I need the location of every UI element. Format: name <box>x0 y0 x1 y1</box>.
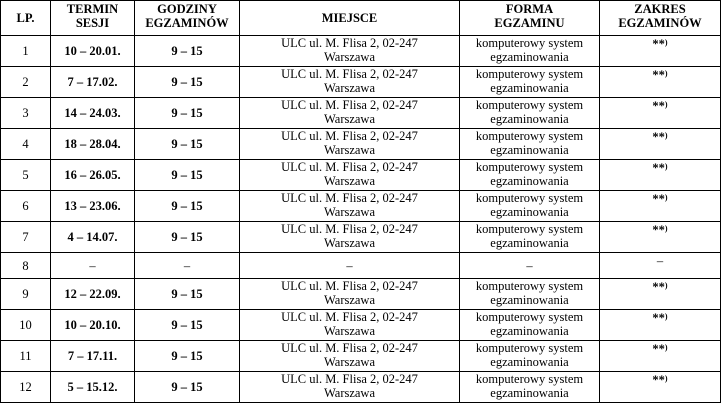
cell-forma-line: komputerowy system <box>475 160 584 174</box>
cell-zakres-mark: ** <box>652 37 665 51</box>
cell-zakres <box>600 129 721 160</box>
cell-forma-line: egzaminowania <box>490 236 569 250</box>
cell-miejsce <box>240 253 460 279</box>
table-body <box>1 36 721 403</box>
cell-lp: 3 <box>1 98 51 129</box>
cell-termin: 10 – 20.10. <box>51 310 135 341</box>
cell-lp: 10 <box>1 310 51 341</box>
cell-miejsce <box>240 98 460 129</box>
cell-forma-line: komputerowy system <box>475 36 584 50</box>
cell-miejsce <box>240 341 460 372</box>
cell-miejsce-line: ULC ul. M. Flisa 2, 02-247 <box>281 160 418 174</box>
cell-godziny: 9 – 15 <box>135 279 240 310</box>
cell-lp: 11 <box>1 341 51 372</box>
cell-lp: 12 <box>1 372 51 403</box>
cell-miejsce-line: ULC ul. M. Flisa 2, 02-247 <box>281 129 418 143</box>
cell-forma-line: egzaminowania <box>490 324 569 338</box>
header-zakres-line: ZAKRES <box>634 2 686 16</box>
cell-lp: 9 <box>1 279 51 310</box>
table-row <box>1 67 721 98</box>
cell-forma <box>460 253 600 279</box>
cell-lp: 8 <box>1 253 51 279</box>
cell-miejsce <box>240 67 460 98</box>
cell-godziny: 9 – 15 <box>135 191 240 222</box>
cell-forma-line: komputerowy system <box>475 222 584 236</box>
cell-forma <box>460 222 600 253</box>
table-row <box>1 253 721 279</box>
cell-forma-line: egzaminowania <box>490 81 569 95</box>
cell-zakres-mark: ** <box>652 280 665 294</box>
cell-miejsce-line: Warszawa <box>323 112 376 126</box>
table-row <box>1 129 721 160</box>
cell-forma-line: komputerowy system <box>475 67 584 81</box>
cell-termin: 14 – 24.03. <box>51 98 135 129</box>
table-row <box>1 341 721 372</box>
cell-forma <box>460 160 600 191</box>
cell-godziny: 9 – 15 <box>135 129 240 160</box>
cell-zakres-mark: – <box>656 254 664 268</box>
header-miejsce: MIEJSCE <box>240 1 460 36</box>
cell-miejsce-line: Warszawa <box>323 355 376 369</box>
header-zakres-line: EGZAMINÓW <box>618 16 702 30</box>
table-row <box>1 279 721 310</box>
cell-zakres <box>600 341 721 372</box>
cell-miejsce-line: Warszawa <box>323 50 376 64</box>
header-forma-line: EGZAMINU <box>494 16 565 30</box>
cell-miejsce-line: ULC ul. M. Flisa 2, 02-247 <box>281 67 418 81</box>
cell-forma <box>460 129 600 160</box>
cell-forma <box>460 191 600 222</box>
table-row <box>1 222 721 253</box>
cell-miejsce-line: ULC ul. M. Flisa 2, 02-247 <box>281 310 418 324</box>
cell-forma <box>460 98 600 129</box>
cell-zakres-mark: ** <box>652 192 665 206</box>
cell-forma-line: komputerowy system <box>475 310 584 324</box>
cell-zakres-footnote: ) <box>664 69 668 78</box>
cell-zakres-mark: ** <box>652 99 665 113</box>
cell-miejsce-line: Warszawa <box>323 293 376 307</box>
cell-zakres <box>600 372 721 403</box>
cell-miejsce <box>240 36 460 67</box>
cell-miejsce <box>240 222 460 253</box>
table-row <box>1 98 721 129</box>
header-termin <box>51 1 135 36</box>
cell-zakres-footnote: ) <box>664 224 668 233</box>
cell-lp: 1 <box>1 36 51 67</box>
cell-godziny: 9 – 15 <box>135 341 240 372</box>
cell-miejsce-line: Warszawa <box>323 143 376 157</box>
cell-forma <box>460 310 600 341</box>
cell-zakres-footnote: ) <box>664 312 668 321</box>
cell-forma <box>460 341 600 372</box>
cell-miejsce <box>240 279 460 310</box>
cell-miejsce <box>240 310 460 341</box>
cell-termin: 10 – 20.01. <box>51 36 135 67</box>
cell-miejsce-line: Warszawa <box>323 81 376 95</box>
table-row <box>1 160 721 191</box>
cell-godziny: 9 – 15 <box>135 222 240 253</box>
cell-miejsce-line: ULC ul. M. Flisa 2, 02-247 <box>281 191 418 205</box>
cell-godziny: 9 – 15 <box>135 36 240 67</box>
header-zakres <box>600 1 721 36</box>
cell-zakres <box>600 222 721 253</box>
cell-forma-line: komputerowy system <box>475 129 584 143</box>
cell-miejsce-line: Warszawa <box>323 236 376 250</box>
header-godziny-line: GODZINY <box>157 2 217 16</box>
cell-forma-line: komputerowy system <box>475 279 584 293</box>
cell-forma <box>460 279 600 310</box>
cell-miejsce-line: – <box>346 258 353 273</box>
cell-termin: 12 – 22.09. <box>51 279 135 310</box>
cell-zakres <box>600 67 721 98</box>
cell-miejsce <box>240 129 460 160</box>
cell-forma <box>460 67 600 98</box>
cell-zakres-footnote: ) <box>664 38 668 47</box>
cell-godziny: 9 – 15 <box>135 310 240 341</box>
header-row <box>1 1 721 36</box>
cell-termin: – <box>51 253 135 279</box>
cell-forma-line: komputerowy system <box>475 372 584 386</box>
cell-forma-line: – <box>526 258 533 273</box>
cell-zakres <box>600 310 721 341</box>
cell-miejsce <box>240 160 460 191</box>
cell-zakres <box>600 253 721 279</box>
cell-forma-line: egzaminowania <box>490 50 569 64</box>
cell-godziny: 9 – 15 <box>135 160 240 191</box>
cell-zakres-mark: ** <box>652 311 665 325</box>
cell-forma-line: komputerowy system <box>475 191 584 205</box>
cell-miejsce-line: Warszawa <box>323 174 376 188</box>
cell-miejsce-line: Warszawa <box>323 386 376 400</box>
cell-miejsce <box>240 372 460 403</box>
cell-godziny: 9 – 15 <box>135 98 240 129</box>
cell-zakres-mark: ** <box>652 130 665 144</box>
cell-zakres <box>600 36 721 67</box>
cell-zakres-mark: ** <box>652 161 665 175</box>
cell-lp: 6 <box>1 191 51 222</box>
table-row <box>1 310 721 341</box>
table-row <box>1 372 721 403</box>
cell-zakres <box>600 191 721 222</box>
cell-godziny: – <box>135 253 240 279</box>
cell-zakres-footnote: ) <box>664 281 668 290</box>
cell-miejsce-line: ULC ul. M. Flisa 2, 02-247 <box>281 341 418 355</box>
table-row <box>1 36 721 67</box>
cell-zakres-footnote: ) <box>664 100 668 109</box>
cell-forma-line: egzaminowania <box>490 143 569 157</box>
cell-miejsce <box>240 191 460 222</box>
cell-miejsce-line: ULC ul. M. Flisa 2, 02-247 <box>281 372 418 386</box>
cell-zakres-mark: ** <box>652 68 665 82</box>
cell-forma-line: egzaminowania <box>490 355 569 369</box>
header-forma <box>460 1 600 36</box>
cell-miejsce-line: ULC ul. M. Flisa 2, 02-247 <box>281 222 418 236</box>
cell-termin: 18 – 28.04. <box>51 129 135 160</box>
header-termin-line: TERMIN <box>66 2 119 16</box>
cell-zakres <box>600 279 721 310</box>
cell-forma <box>460 372 600 403</box>
cell-miejsce-line: Warszawa <box>323 324 376 338</box>
cell-zakres <box>600 98 721 129</box>
cell-forma-line: egzaminowania <box>490 386 569 400</box>
cell-forma-line: egzaminowania <box>490 205 569 219</box>
cell-lp: 2 <box>1 67 51 98</box>
cell-forma-line: komputerowy system <box>475 98 584 112</box>
table-header <box>1 1 721 36</box>
cell-lp: 5 <box>1 160 51 191</box>
cell-zakres-footnote: ) <box>664 343 668 352</box>
cell-termin: 7 – 17.02. <box>51 67 135 98</box>
header-lp: LP. <box>1 1 51 36</box>
header-godziny-line: EGZAMINÓW <box>145 16 229 30</box>
cell-forma <box>460 36 600 67</box>
cell-forma-line: komputerowy system <box>475 341 584 355</box>
cell-forma-line: egzaminowania <box>490 112 569 126</box>
cell-forma-line: egzaminowania <box>490 174 569 188</box>
cell-zakres-mark: ** <box>652 342 665 356</box>
header-godziny <box>135 1 240 36</box>
cell-termin: 16 – 26.05. <box>51 160 135 191</box>
cell-zakres-mark: ** <box>652 223 665 237</box>
cell-lp: 7 <box>1 222 51 253</box>
cell-miejsce-line: ULC ul. M. Flisa 2, 02-247 <box>281 98 418 112</box>
cell-zakres-mark: ** <box>652 373 665 387</box>
cell-godziny: 9 – 15 <box>135 372 240 403</box>
cell-godziny: 9 – 15 <box>135 67 240 98</box>
table-row <box>1 191 721 222</box>
cell-termin: 5 – 15.12. <box>51 372 135 403</box>
cell-miejsce-line: ULC ul. M. Flisa 2, 02-247 <box>281 279 418 293</box>
cell-termin: 7 – 17.11. <box>51 341 135 372</box>
cell-zakres <box>600 160 721 191</box>
cell-forma-line: egzaminowania <box>490 293 569 307</box>
cell-miejsce-line: ULC ul. M. Flisa 2, 02-247 <box>281 36 418 50</box>
cell-lp: 4 <box>1 129 51 160</box>
cell-termin: 13 – 23.06. <box>51 191 135 222</box>
cell-miejsce-line: Warszawa <box>323 205 376 219</box>
cell-termin: 4 – 14.07. <box>51 222 135 253</box>
header-forma-line: FORMA <box>505 2 554 16</box>
header-termin-line: SESJI <box>75 16 110 30</box>
cell-zakres-footnote: ) <box>664 374 668 383</box>
cell-zakres-footnote: ) <box>664 162 668 171</box>
cell-zakres-footnote: ) <box>664 193 668 202</box>
cell-zakres-footnote: ) <box>664 131 668 140</box>
